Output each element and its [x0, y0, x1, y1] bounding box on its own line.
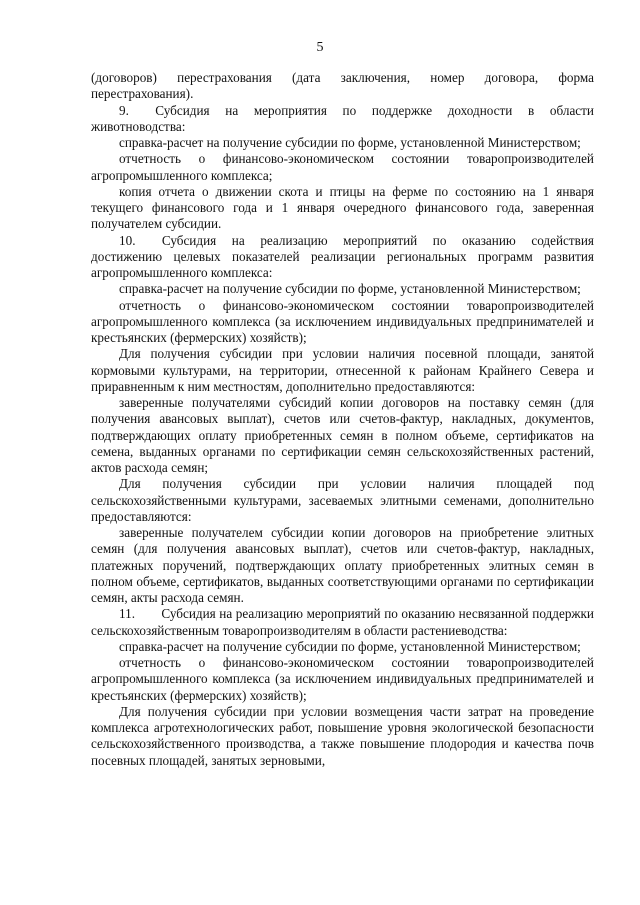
- paragraph-elite-seed-contracts: заверенные получателем субсидии копии договоров на приобретение элитных семян (для получения авансовых выплат), счетов или счетов-фактур, накладных, платежных поручений, подтверждающих оплату приобретенных элитных семян в полном объеме, сертификатов, выданных соответствующими органами по сертификации семян, акты расхода семян.: [91, 525, 594, 605]
- paragraph-livestock-report: копия отчета о движении скота и птицы на ферме по состоянию на 1 января текущего финансового года и 1 января очередного финансового года, заверенная получателем субсидии.: [91, 183, 594, 232]
- paragraph-financial-report: отчетность о финансово-экономическом состоянии товаропроизводителей агропромышленного комплекса (за исключением индивидуальных предпринимателей и крестьянских (фермерских) хозяйств);: [91, 655, 594, 703]
- paragraph-reinsurance-continuation: (договоров) перестрахования (дата заключения, номер договора, форма перестрахования).: [91, 70, 594, 102]
- paragraph-calc-certificate: справка-расчет на получение субсидии по форме, установленной Министерством;: [119, 135, 581, 150]
- paragraph-item-11: 11. Субсидия на реализацию мероприятий по оказанию несвязанной поддержки сельскохозяйственным товаропроизводителям в области растениеводства:: [91, 606, 594, 638]
- paragraph-elite-seed-condition: Для получения субсидии при условии наличия площадей под сельскохозяйственными культурами, засеваемых элитными семенами, дополнительно предоставляются:: [91, 476, 594, 524]
- paragraph-financial-report: отчетность о финансово-экономическом состоянии товаропроизводителей агропромышленного комплекса;: [91, 151, 594, 183]
- paragraph-forage-condition: Для получения субсидии при условии наличия посевной площади, занятой кормовыми культурами, на территории, отнесенной к районам Крайнего Севера и приравненным к ним местностям, дополнительно предоставляются:: [91, 346, 594, 394]
- page-number: 5: [316, 40, 324, 55]
- document-body: [91, 70, 594, 769]
- paragraph-financial-report: отчетность о финансово-экономическом состоянии товаропроизводителей агропромышленного комплекса (за исключением индивидуальных предпринимателей и крестьянских (фермерских) хозяйств);: [91, 297, 594, 345]
- paragraph-item-10: 10. Субсидия на реализацию мероприятий по оказанию содействия достижению целевых показателей реализации региональных программ развития агропромышленного комплекса:: [91, 232, 594, 280]
- paragraph-calc-certificate: справка-расчет на получение субсидии по форме, установленной Министерством;: [119, 281, 581, 297]
- paragraph-item-9: 9. Субсидия на мероприятия по поддержке доходности в области животноводства:: [91, 102, 594, 134]
- paragraph-seed-contracts: заверенные получателями субсидий копии договоров на поставку семян (для получения авансовых выплат), счетов или счетов-фактур, накладных, документов, подтверждающих оплату приобретенных семян в полном объеме, сертификатов на семена, выданных органами по сертификации семян сельскохозяйственных растений, актов расхода семян;: [91, 395, 594, 475]
- paragraph-calc-certificate: справка-расчет на получение субсидии по форме, установленной Министерством;: [119, 638, 581, 654]
- paragraph-agrotech-condition: Для получения субсидии при условии возмещения части затрат на проведение комплекса агротехнологических работ, повышение уровня экологической безопасности сельскохозяйственного производства, а также повышение плодородия и качества почв посевных площадей, занятых зерновыми,: [91, 703, 594, 768]
